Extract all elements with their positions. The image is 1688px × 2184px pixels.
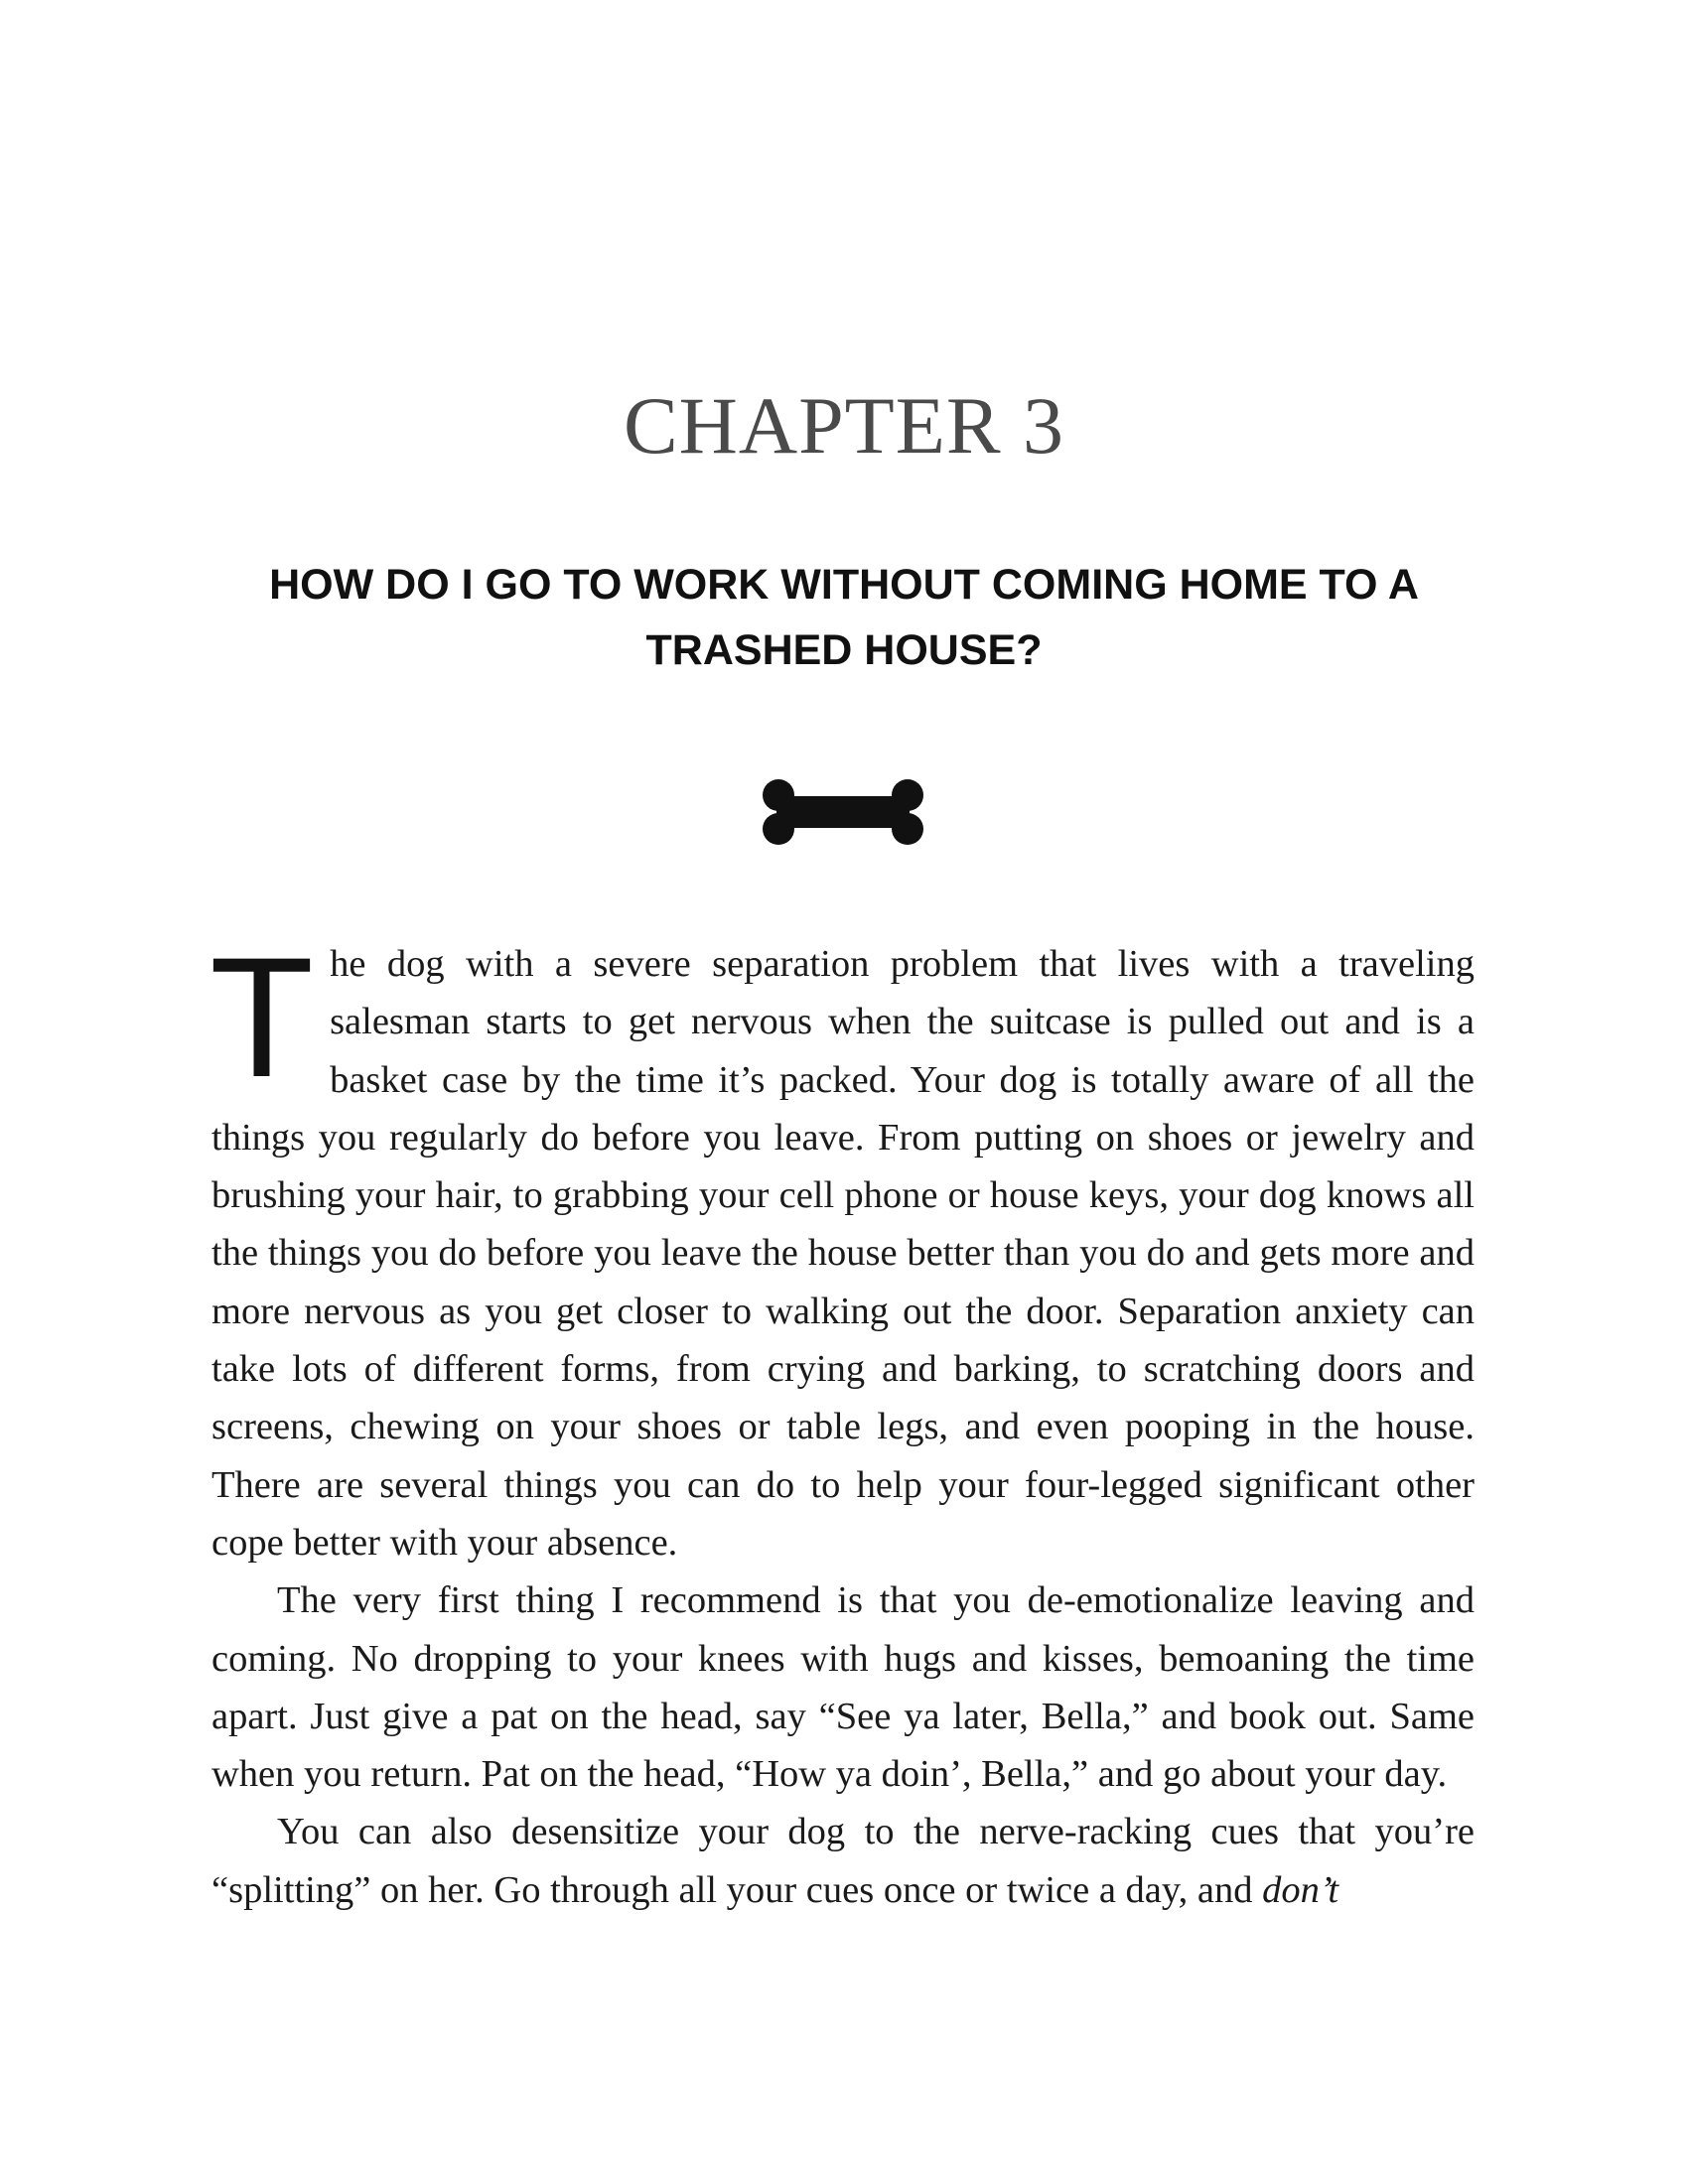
paragraph-3-text: You can also desensitize your dog to the nerve-racking cues that you’re “splitting” on her. Go through all your cues once or twice a day, and [211, 1811, 1475, 1911]
drop-cap: T [210, 922, 315, 1113]
paragraph-3-emphasis: don’t [1262, 1868, 1339, 1911]
paragraph-1 [210, 922, 1475, 1571]
chapter-title: HOW DO I GO TO WORK WITHOUT COMING HOME TO A TRASHED HOUSE? [269, 561, 1419, 674]
dog-bone-icon [759, 776, 927, 848]
chapter-body [210, 922, 1475, 1919]
paragraph-1-text: he dog with a severe separation problem that lives with a traveling salesman starts to get nervous when the suitcase is pulled out and is a basket case by the time it’s packed. Your dog is totally aware of all the things you regularly do before you leave. From putting on shoes or jewelry and brushing your hair, to grabbing your cell phone or house keys, your dog knows all the things you do before you leave the house better than you do and gets more and more nervous as you get closer to walking out the door. Separation anxiety can take lots of different forms, from crying and barking, to scratching doors and screens, chewing on your shoes or table legs, and even pooping in the house. There are several things you can do to help your four-legged significant other cope better with your absence. [211, 943, 1475, 1564]
chapter-number: CHAPTER 3 [623, 380, 1065, 471]
paragraph-2: The very first thing I recommend is that you de-emotionalize leaving and coming. No dropping to your knees with hugs and kisses, bemoaning the time apart. Just give a pat on the head, say “See ya later, Bella,” and book out. Same when you return. Pat on the head, “How ya doin’, Bella,” and go about your day. [211, 1579, 1475, 1796]
paragraph-3 [211, 1803, 1475, 1919]
